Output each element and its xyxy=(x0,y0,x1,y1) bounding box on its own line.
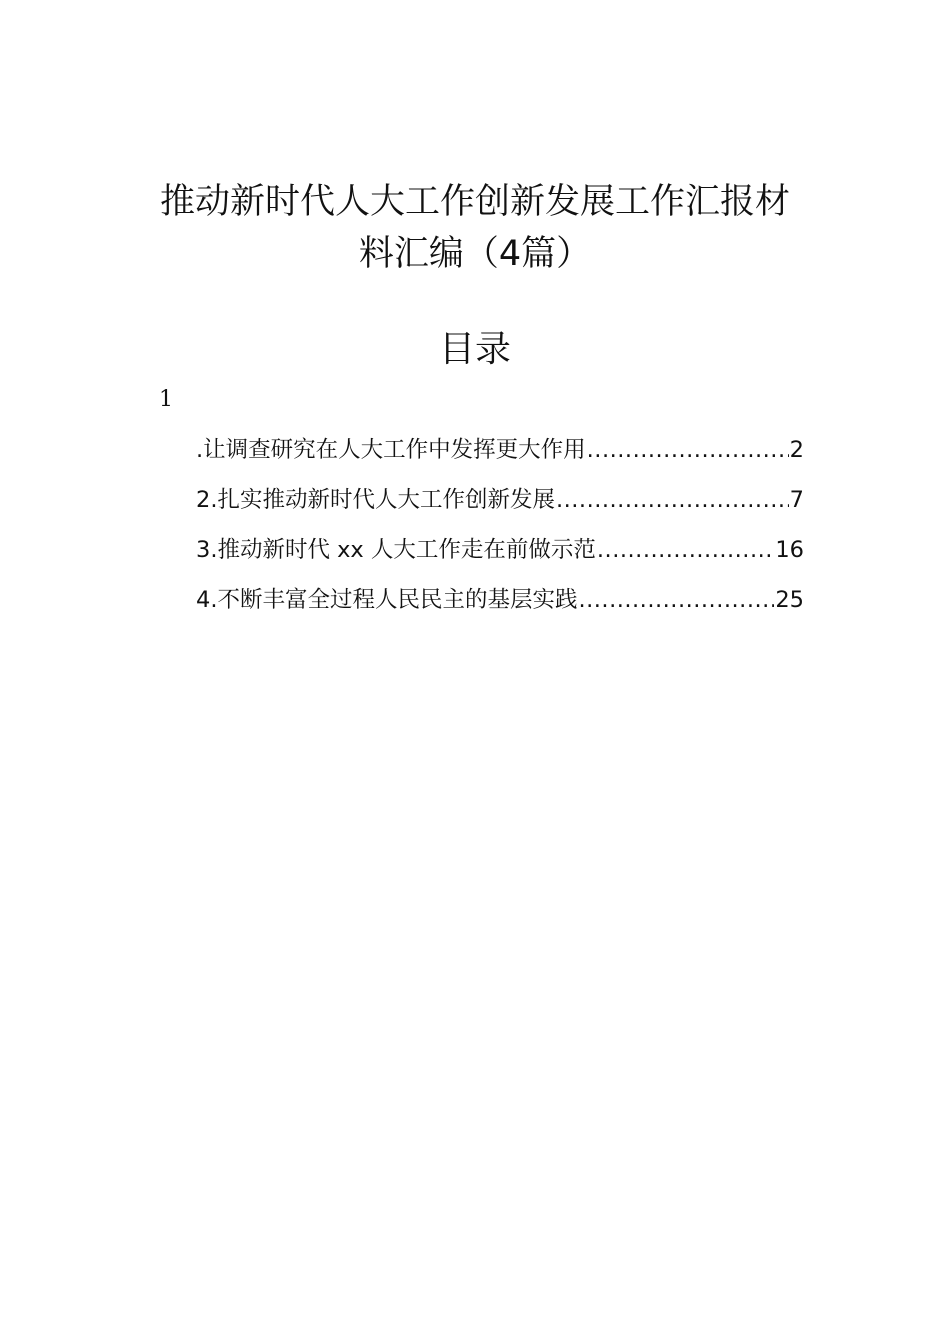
toc-page-number: 7 xyxy=(789,487,804,513)
toc-dot-leader xyxy=(556,480,789,520)
document-title-line-1: 推动新时代人大工作创新发展工作汇报材 xyxy=(159,182,790,222)
toc-entry-title: 3.推动新时代 xx 人大工作走在前做示范 xyxy=(196,537,596,563)
toc-heading: 目录 xyxy=(438,329,511,370)
toc-page-number: 2 xyxy=(789,437,804,463)
toc-entry-4[interactable] xyxy=(196,580,804,630)
toc-entry-3[interactable] xyxy=(196,530,804,580)
toc-dot-leader xyxy=(587,430,789,470)
toc-entry-title: 2.扎实推动新时代人大工作创新发展 xyxy=(196,487,555,513)
toc-page-number: 16 xyxy=(775,537,804,563)
toc-dot-leader xyxy=(597,530,774,570)
document-title-line-2: 料汇编（4篇） xyxy=(358,234,592,274)
document-title xyxy=(140,176,810,280)
toc-entry-title: 4.不断丰富全过程人民民主的基层实践 xyxy=(196,587,578,613)
toc-entry-1[interactable] xyxy=(196,430,804,480)
toc-stray-number: 1 xyxy=(159,387,173,412)
toc-page-number: 25 xyxy=(775,587,804,613)
toc-dot-leader xyxy=(578,580,774,620)
toc-entry-2[interactable] xyxy=(196,480,804,530)
toc-entry-title: .让调查研究在人大工作中发挥更大作用 xyxy=(196,437,586,463)
table-of-contents xyxy=(196,430,804,630)
